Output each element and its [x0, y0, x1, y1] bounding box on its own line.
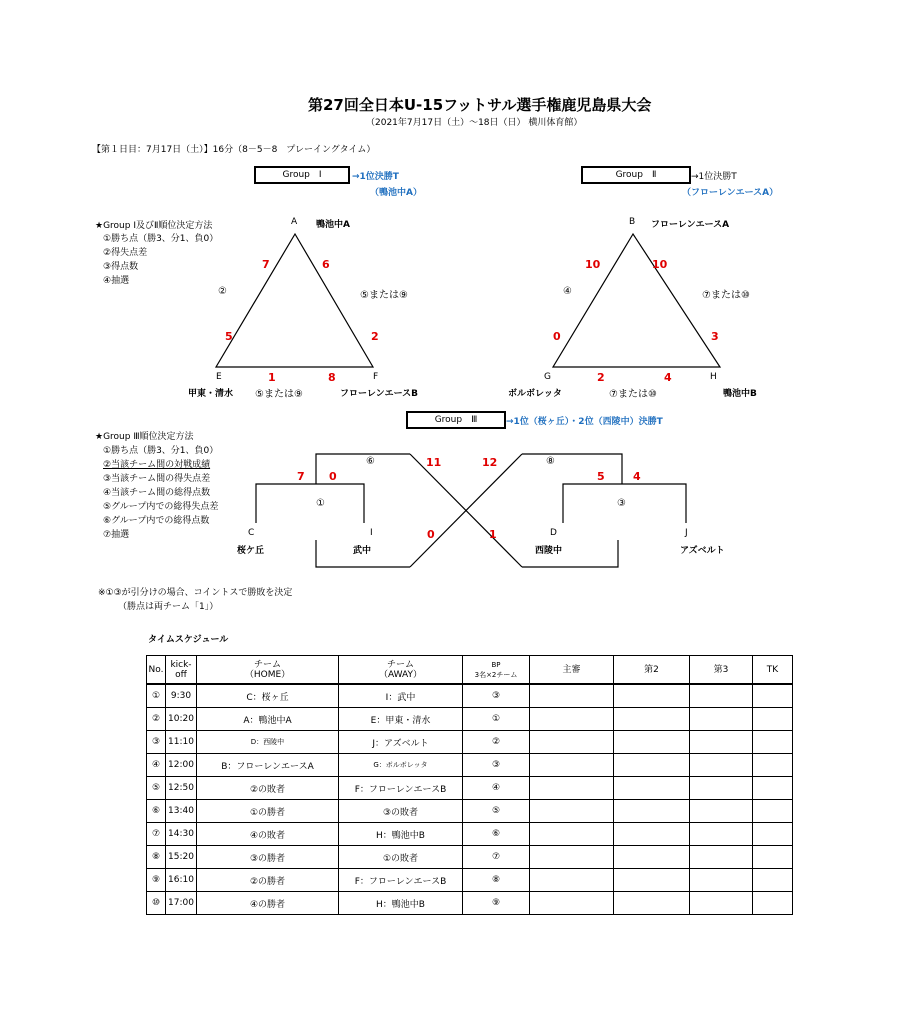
team-d-letter: D	[550, 528, 557, 538]
group3-box: Group Ⅲ	[406, 411, 506, 429]
table-row	[147, 823, 793, 846]
row-bp: ⑤	[463, 800, 530, 823]
row-no: ⑨	[147, 869, 166, 892]
row-referee	[530, 777, 614, 800]
row-away: J：アズベルト	[339, 731, 463, 754]
row-tk	[753, 846, 793, 869]
tri2-right-letter: H	[710, 372, 717, 382]
match-number: ⑧	[546, 456, 555, 467]
rules3-heading: ★Group Ⅲ順位決定方法	[95, 432, 194, 442]
score: 4	[633, 470, 641, 483]
page-title: 第27回全日本U-15フットサル選手権鹿児島県大会	[308, 96, 652, 114]
row-referee	[530, 823, 614, 846]
score: 11	[426, 456, 442, 469]
header-bp: BP 3名×2チーム	[463, 656, 530, 685]
table-row	[147, 754, 793, 777]
team-j-letter: J	[685, 528, 688, 538]
row-second	[614, 684, 690, 708]
row-no: ⑧	[147, 846, 166, 869]
tri1-top-letter: A	[291, 217, 298, 227]
row-bp: ④	[463, 777, 530, 800]
row-second	[614, 731, 690, 754]
tri1-left-letter: E	[216, 372, 222, 382]
row-bp: ⑧	[463, 869, 530, 892]
table-row	[147, 869, 793, 892]
page-subtitle: （2021年7月17日（土）～18日（日） 横川体育館）	[366, 118, 583, 128]
score: 2	[597, 371, 605, 384]
group2-winner: （フローレンエースA）	[682, 188, 779, 198]
table-row	[147, 846, 793, 869]
score: 8	[328, 371, 336, 384]
team-d-name: 西陵中	[535, 546, 563, 556]
match-number: ⑦または⑩	[609, 389, 657, 400]
row-time: 13:40	[166, 800, 197, 823]
row-third	[690, 731, 753, 754]
match-number: ⑦または⑩	[702, 290, 750, 301]
group1-triangle	[216, 234, 373, 367]
header-second: 第2	[614, 656, 690, 685]
row-no: ⑤	[147, 777, 166, 800]
row-third	[690, 892, 753, 915]
rules3-item: ③当該チーム間の得失点差	[103, 474, 211, 484]
row-third	[690, 846, 753, 869]
row-second	[614, 823, 690, 846]
row-referee	[530, 869, 614, 892]
rules12-item: ③得点数	[103, 262, 139, 272]
tri1-top-team: 鴨池中A	[316, 220, 350, 230]
row-tk	[753, 731, 793, 754]
tri2-top-team: フローレンエースA	[651, 220, 730, 230]
row-away: I：武中	[339, 684, 463, 708]
row-home: ①の勝者	[197, 800, 339, 823]
row-second	[614, 800, 690, 823]
score: 10	[652, 258, 668, 271]
group1-advance: →1位決勝T	[352, 172, 399, 182]
row-referee	[530, 892, 614, 915]
row-bp: ③	[463, 684, 530, 708]
row-no: ②	[147, 708, 166, 731]
coin-toss-note-sub: （勝点は両チーム「1」）	[118, 602, 219, 612]
row-away: E：甲東・清水	[339, 708, 463, 731]
row-third	[690, 823, 753, 846]
row-tk	[753, 823, 793, 846]
group3-left-bracket	[256, 484, 364, 523]
row-referee	[530, 846, 614, 869]
score: 7	[297, 470, 305, 483]
group3-advance: →1位（桜ヶ丘）・2位（西陵中）決勝T	[506, 417, 663, 427]
row-tk	[753, 892, 793, 915]
row-time: 11:10	[166, 731, 197, 754]
row-second	[614, 846, 690, 869]
team-c-name: 桜ケ丘	[237, 546, 265, 556]
row-bp: ⑥	[463, 823, 530, 846]
tri2-top-letter: B	[629, 217, 636, 227]
row-third	[690, 800, 753, 823]
row-tk	[753, 800, 793, 823]
row-home: ②の勝者	[197, 869, 339, 892]
rules12-heading: ★Group Ⅰ及びⅡ順位決定方法	[95, 221, 213, 231]
row-referee	[530, 754, 614, 777]
row-referee	[530, 684, 614, 708]
score: 3	[711, 330, 719, 343]
row-no: ⑩	[147, 892, 166, 915]
row-home: D：西陵中	[197, 731, 339, 754]
header-away: チーム （AWAY）	[339, 656, 463, 685]
row-second	[614, 777, 690, 800]
match-number: ④	[563, 286, 572, 297]
match-number: ③	[617, 498, 626, 509]
row-time: 12:50	[166, 777, 197, 800]
row-time: 16:10	[166, 869, 197, 892]
rules3-item: ④当該チーム間の総得点数	[103, 488, 211, 498]
row-tk	[753, 684, 793, 708]
score: 0	[553, 330, 561, 343]
rules12-item: ②得失点差	[103, 248, 148, 258]
tri2-left-letter: G	[544, 372, 551, 382]
rules3-item: ⑤グループ内での総得失点差	[103, 502, 219, 512]
row-tk	[753, 708, 793, 731]
header-home: チーム （HOME）	[197, 656, 339, 685]
team-i-name: 武中	[353, 546, 372, 556]
row-third	[690, 777, 753, 800]
team-i-letter: I	[370, 528, 373, 538]
table-row	[147, 731, 793, 754]
row-away: F：フローレンエースB	[339, 777, 463, 800]
row-referee	[530, 800, 614, 823]
row-tk	[753, 754, 793, 777]
coin-toss-note: ※①③が引分けの場合、コイントスで勝敗を決定	[98, 588, 293, 598]
row-bp: ②	[463, 731, 530, 754]
team-j-name: アズベルト	[680, 546, 725, 556]
match-number: ⑤または⑨	[360, 290, 408, 301]
score: 0	[329, 470, 337, 483]
score: 6	[322, 258, 330, 271]
tri2-left-team: ボルボレッタ	[508, 389, 562, 399]
row-home: ④の勝者	[197, 892, 339, 915]
row-bp: ①	[463, 708, 530, 731]
header-kickoff: kick-off	[166, 656, 197, 685]
score: 2	[371, 330, 379, 343]
score: 5	[225, 330, 233, 343]
row-time: 10:20	[166, 708, 197, 731]
score: 12	[482, 456, 498, 469]
row-home: A：鴨池中A	[197, 708, 339, 731]
group2-box: Group Ⅱ	[581, 166, 691, 184]
row-away: H：鴨池中B	[339, 823, 463, 846]
row-no: ⑥	[147, 800, 166, 823]
row-third	[690, 684, 753, 708]
row-away: ①の敗者	[339, 846, 463, 869]
row-second	[614, 708, 690, 731]
header-referee: 主審	[530, 656, 614, 685]
score: 10	[585, 258, 601, 271]
tri1-left-team: 甲東・清水	[188, 389, 234, 399]
row-away: H：鴨池中B	[339, 892, 463, 915]
schedule-table	[146, 655, 793, 915]
score: 7	[262, 258, 270, 271]
row-no: ④	[147, 754, 166, 777]
rules3-item: ②当該チーム間の対戦成績	[103, 460, 211, 470]
row-time: 17:00	[166, 892, 197, 915]
tri1-right-letter: F	[373, 372, 379, 382]
score: 1	[489, 528, 497, 541]
match-number: ②	[218, 286, 227, 297]
row-home: C：桜ヶ丘	[197, 684, 339, 708]
row-home: B：フローレンエースA	[197, 754, 339, 777]
row-bp: ③	[463, 754, 530, 777]
row-away: G：ボルボレッタ	[339, 754, 463, 777]
schedule-header-row	[147, 656, 793, 685]
score: 1	[268, 371, 276, 384]
match-number: ⑤または⑨	[255, 389, 303, 400]
tri1-right-team: フローレンエースB	[340, 389, 419, 399]
row-bp: ⑨	[463, 892, 530, 915]
match-number: ⑥	[366, 456, 375, 467]
header-third: 第3	[690, 656, 753, 685]
match-number: ①	[316, 498, 325, 509]
table-row	[147, 777, 793, 800]
row-home: ④の敗者	[197, 823, 339, 846]
header-tk: TK	[753, 656, 793, 685]
day1-info: 【第１日目：7月17日（土）】16分（8－5－8 プレーイングタイム）	[92, 145, 376, 155]
row-away: ③の敗者	[339, 800, 463, 823]
row-bp: ⑦	[463, 846, 530, 869]
row-time: 9:30	[166, 684, 197, 708]
row-no: ①	[147, 684, 166, 708]
table-row	[147, 684, 793, 708]
row-third	[690, 869, 753, 892]
row-referee	[530, 708, 614, 731]
group2-triangle	[553, 234, 720, 367]
row-tk	[753, 869, 793, 892]
row-second	[614, 892, 690, 915]
row-referee	[530, 731, 614, 754]
row-second	[614, 754, 690, 777]
rules12-item: ①勝ち点（勝3、分1、負0）	[103, 234, 219, 244]
row-third	[690, 708, 753, 731]
group2-advance: →1位決勝T	[691, 172, 737, 182]
schedule-title: タイムスケジュール	[148, 635, 229, 645]
rules3-item: ⑦抽選	[103, 530, 130, 540]
row-time: 15:20	[166, 846, 197, 869]
group1-winner: （鴨池中A）	[370, 188, 422, 198]
row-no: ③	[147, 731, 166, 754]
table-row	[147, 708, 793, 731]
score: 5	[597, 470, 605, 483]
row-home: ③の勝者	[197, 846, 339, 869]
group1-box: Group Ⅰ	[254, 166, 350, 184]
row-away: F：フローレンエースB	[339, 869, 463, 892]
table-row	[147, 892, 793, 915]
row-time: 14:30	[166, 823, 197, 846]
score: 4	[664, 371, 672, 384]
row-home: ②の敗者	[197, 777, 339, 800]
score: 0	[427, 528, 435, 541]
table-row	[147, 800, 793, 823]
row-time: 12:00	[166, 754, 197, 777]
row-tk	[753, 777, 793, 800]
rules3-item: ①勝ち点（勝3、分1、負0）	[103, 446, 219, 456]
team-c-letter: C	[248, 528, 255, 538]
tri2-right-team: 鴨池中B	[723, 389, 757, 399]
rules12-item: ④抽選	[103, 276, 130, 286]
row-third	[690, 754, 753, 777]
header-no: No.	[147, 656, 166, 685]
rules3-item: ⑥グループ内での総得点数	[103, 516, 210, 526]
row-second	[614, 869, 690, 892]
row-no: ⑦	[147, 823, 166, 846]
